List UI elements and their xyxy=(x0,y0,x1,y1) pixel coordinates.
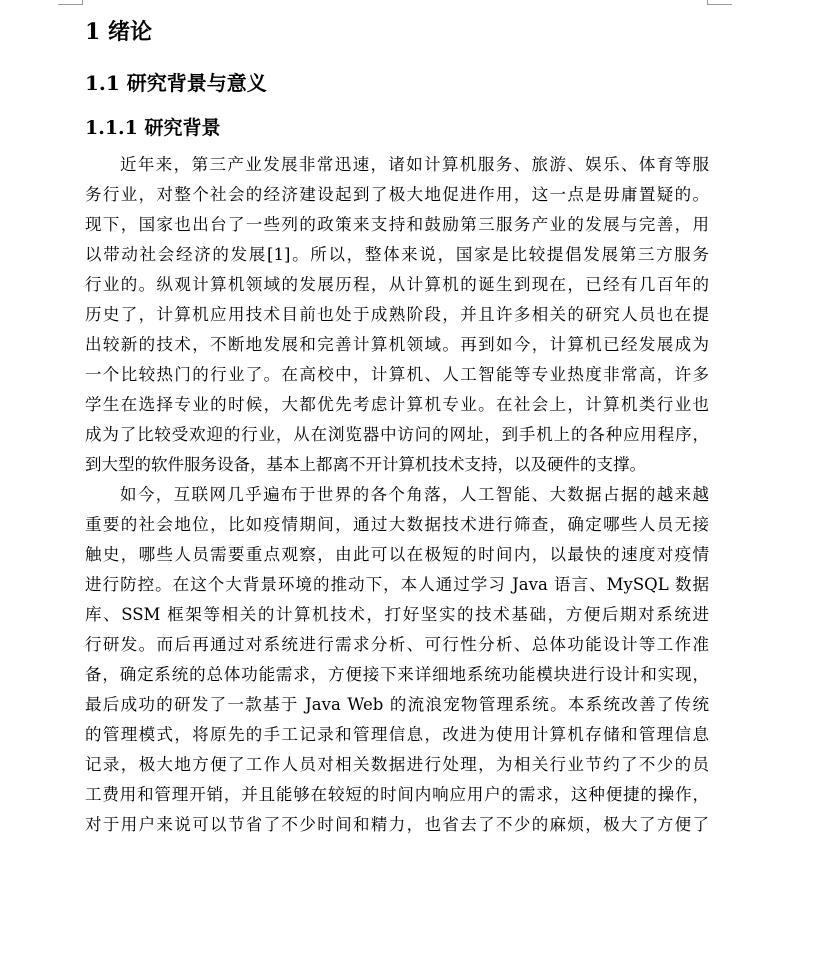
paragraph-line: 工费用和管理开销，并且能够在较短的时间内响应用户的需求，这种便捷的操作， xyxy=(85,785,709,804)
paragraph-line: 学生在选择专业的时候，大都优先考虑计算机专业。在社会上，计算机类行业也 xyxy=(85,395,709,414)
paragraph-line: 触史，哪些人员需要重点观察，由此可以在极短的时间内，以最快的速度对疫情 xyxy=(85,545,709,564)
subsection-heading: 1.1.1 研究背景 xyxy=(85,117,221,139)
paragraph-line: 出较新的技术，不断地发展和完善计算机领域。再到如今，计算机已经发展成为 xyxy=(85,335,709,354)
paragraph-line: 现下，国家也出台了一些列的政策来支持和鼓励第三服务产业的发展与完善，用 xyxy=(85,215,709,234)
section-heading: 1.1 研究背景与意义 xyxy=(85,71,267,95)
paragraph-line: 的管理模式，将原先的手工记录和管理信息，改进为使用计算机存储和管理信息 xyxy=(85,725,709,744)
paragraph-line: 到大型的软件服务设备，基本上都离不开计算机技术支持，以及硬件的支撑。 xyxy=(85,455,646,474)
paragraph-line: 以带动社会经济的发展[1]。所以，整体来说，国家是比较提倡发展第三方服务 xyxy=(85,245,709,264)
paragraph-line: 进行防控。在这个大背景环境的推动下，本人通过学习 Java 语言、MySQL 数据 xyxy=(85,575,709,594)
paragraph-line: 如今，互联网几乎遍布于世界的各个角落，人工智能、大数据占据的越来越 xyxy=(120,485,709,504)
document-body xyxy=(85,14,709,840)
paragraph-line: 成为了比较受欢迎的行业，从在浏览器中访问的网址，到手机上的各种应用程序， xyxy=(85,425,709,444)
paragraph-line: 记录，极大地方便了工作人员对相关数据进行处理，为相关行业节约了不少的员 xyxy=(85,755,709,774)
paragraph-line: 备，确定系统的总体功能需求，方便接下来详细地系统功能模块进行设计和实现， xyxy=(85,665,709,684)
paragraph-line: 一个比较热门的行业了。在高校中，计算机、人工智能等专业热度非常高，许多 xyxy=(85,365,709,384)
paragraph-line: 行业的。纵观计算机领域的发展历程，从计算机的诞生到现在，已经有几百年的 xyxy=(85,275,709,294)
paragraph-line: 重要的社会地位，比如疫情期间，通过大数据技术进行筛查，确定哪些人员无接 xyxy=(85,515,709,534)
paragraph-line: 务行业，对整个社会的经济建设起到了极大地促进作用，这一点是毋庸置疑的。 xyxy=(85,185,709,204)
paragraph-background-1 xyxy=(85,150,709,480)
paragraph-line: 库、SSM 框架等相关的计算机技术，打好坚实的技术基础，方便后期对系统进 xyxy=(85,605,709,624)
paragraph-line: 最后成功的研发了一款基于 Java Web 的流浪宠物管理系统。本系统改善了传统 xyxy=(85,695,709,714)
paragraph-line: 历史了，计算机应用技术目前也处于成熟阶段，并且许多相关的研究人员也在提 xyxy=(85,305,709,324)
paragraph-background-2 xyxy=(85,480,709,840)
paragraph-line: 行研发。而后再通过对系统进行需求分析、可行性分析、总体功能设计等工作准 xyxy=(85,635,709,654)
paragraph-line: 近年来，第三产业发展非常迅速，诸如计算机服务、旅游、娱乐、体育等服 xyxy=(120,155,709,174)
paragraph-line: 对于用户来说可以节省了不少时间和精力，也省去了不少的麻烦，极大了方便了 xyxy=(85,815,709,834)
page-corner-mark-left xyxy=(58,0,83,5)
chapter-heading: 1 绪论 xyxy=(85,19,152,45)
page-corner-mark-right xyxy=(707,0,732,5)
